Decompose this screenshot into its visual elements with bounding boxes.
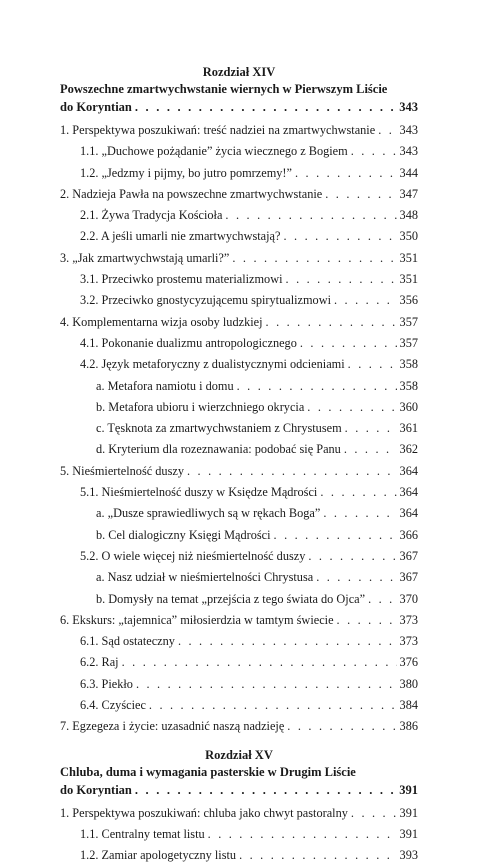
dot-leader xyxy=(345,418,397,439)
page-number: 391 xyxy=(399,826,418,841)
dot-leader xyxy=(334,290,397,311)
dot-leader xyxy=(307,397,396,418)
toc-entry-text: 2. Nadzieja Pawła na powszechne zmartwychwstanie xyxy=(60,186,323,201)
toc-entry-text: 6.3. Piekło xyxy=(80,676,133,691)
dot-leader xyxy=(320,482,396,503)
dot-leader xyxy=(208,824,397,845)
dot-leader xyxy=(232,248,396,269)
chapter-title-line: Chluba, duma i wymagania pasterskie w Drugim Liście xyxy=(60,764,356,779)
toc-entry xyxy=(60,376,418,397)
toc-entry xyxy=(60,397,418,418)
toc-entry-text: 3. „Jak zmartwychwstają umarli?” xyxy=(60,250,230,265)
toc-entry xyxy=(60,695,418,716)
page-number: 351 xyxy=(399,250,418,265)
page-number: 386 xyxy=(399,719,418,734)
toc-entry-text: 6.1. Sąd ostateczny xyxy=(80,634,175,649)
page-number: 367 xyxy=(399,570,418,585)
dot-leader xyxy=(286,269,397,290)
toc-entry-text: a. Nasz udział w nieśmiertelności Chrystusa xyxy=(96,570,314,585)
page-number: 343 xyxy=(399,123,418,137)
toc-entry xyxy=(60,803,418,824)
page-number: 343 xyxy=(399,144,418,159)
toc-entry-text: 6.4. Czyściec xyxy=(80,698,146,713)
dot-leader xyxy=(337,610,397,631)
dot-leader xyxy=(237,376,397,397)
page-number: 370 xyxy=(399,591,418,606)
page-number: 393 xyxy=(399,848,418,863)
page-number: 343 xyxy=(399,100,418,114)
toc-entry-text: b. Domysły na temat „przejścia z tego świata do Ojca” xyxy=(96,591,366,606)
toc-entry-text: 3.1. Przeciwko prostemu materializmowi xyxy=(80,272,283,287)
toc-entry xyxy=(60,120,418,141)
toc-entry xyxy=(60,546,418,567)
toc-entry-text: 5.1. Nieśmiertelność duszy w Księdze Mądrości xyxy=(80,485,318,500)
page-number: 384 xyxy=(399,698,418,713)
toc-entry-text: b. Cel dialogiczny Księgi Mądrości xyxy=(96,527,271,542)
chapter-title-entry xyxy=(60,98,418,116)
toc-entry-text: c. Tęsknota za zmartwychwstaniem z Chrystusem xyxy=(96,421,342,436)
dot-leader xyxy=(225,205,396,226)
toc-entry xyxy=(60,652,418,673)
toc-entry xyxy=(60,354,418,375)
dot-leader xyxy=(308,546,396,567)
toc-entry xyxy=(60,674,418,695)
dot-leader xyxy=(239,845,396,866)
toc-entry-text: 1.2. Zamiar apologetyczny listu xyxy=(80,848,237,863)
dot-leader xyxy=(351,803,397,824)
page-number: 364 xyxy=(399,506,418,521)
chapter-title-text: do Koryntian xyxy=(60,100,132,114)
toc-entry-text: 5.2. O wiele więcej niż nieśmiertelność duszy xyxy=(80,548,306,563)
dot-leader xyxy=(378,120,396,141)
dot-leader xyxy=(351,141,397,162)
toc-entry-text: a. Metafora namiotu i domu xyxy=(96,378,234,393)
toc-entry-text: 2.1. Żywa Tradycja Kościoła xyxy=(80,208,223,223)
dot-leader xyxy=(266,312,397,333)
toc-entry xyxy=(60,312,418,333)
table-of-contents xyxy=(60,64,418,867)
dot-leader xyxy=(287,716,396,737)
toc-entry xyxy=(60,824,418,845)
dot-leader xyxy=(178,631,397,652)
toc-entry-text: 1.1. Centralny temat listu xyxy=(80,826,205,841)
entry-list xyxy=(60,803,418,867)
toc-entry-text: 2.2. A jeśli umarli nie zmartwychwstają? xyxy=(80,229,281,244)
toc-entry xyxy=(60,482,418,503)
page-number: 360 xyxy=(399,399,418,414)
toc-entry xyxy=(60,716,418,737)
chapter-title-text: do Koryntian xyxy=(60,782,132,797)
toc-entry xyxy=(60,333,418,354)
toc-entry xyxy=(60,503,418,524)
chapter-title-entry xyxy=(60,781,418,799)
dot-leader xyxy=(368,589,396,610)
toc-entry-text: b. Metafora ubioru i wierzchniego okrycia xyxy=(96,399,305,414)
page-number: 391 xyxy=(399,805,418,820)
toc-entry xyxy=(60,141,418,162)
page-number: 344 xyxy=(399,165,418,180)
toc-entry-text: 1.1. „Duchowe pożądanie” życia wiecznego z Bogiem xyxy=(80,144,348,159)
page-number: 347 xyxy=(399,186,418,201)
page-number: 373 xyxy=(399,612,418,627)
page-number: 350 xyxy=(399,229,418,244)
toc-entry-text: a. „Dusze sprawiedliwych są w rękach Boga” xyxy=(96,506,321,521)
page-number: 348 xyxy=(399,208,418,223)
dot-leader xyxy=(295,163,397,184)
toc-entry-text: 1.2. „Jedzmy i pijmy, bo jutro pomrzemy!” xyxy=(80,165,292,180)
dot-leader xyxy=(323,503,396,524)
chapter-title-line: Powszechne zmartwychwstanie wiernych w Pierwszym Liście xyxy=(60,82,388,96)
toc-entry xyxy=(60,525,418,546)
page-number: 361 xyxy=(399,421,418,436)
toc-entry-text: 4.2. Język metaforyczny z dualistycznymi odcieniami xyxy=(80,357,345,372)
page-number: 357 xyxy=(399,314,418,329)
page-number: 380 xyxy=(399,676,418,691)
page-number: 362 xyxy=(399,442,418,457)
toc-entry xyxy=(60,439,418,460)
toc-entry xyxy=(60,418,418,439)
chapter-heading xyxy=(60,763,418,799)
toc-entry xyxy=(60,290,418,311)
dot-leader xyxy=(135,781,396,799)
dot-leader xyxy=(325,184,396,205)
chapter-section xyxy=(60,747,418,867)
toc-entry-text: 4. Komplementarna wizja osoby ludzkiej xyxy=(60,314,263,329)
toc-entry-text: 1. Perspektywa poszukiwań: treść nadziei na zmartwychwstanie xyxy=(60,123,376,137)
dot-leader xyxy=(122,652,397,673)
toc-entry xyxy=(60,631,418,652)
entry-list xyxy=(60,120,418,738)
page-number: 364 xyxy=(399,463,418,478)
dot-leader xyxy=(348,354,397,375)
page-number: 358 xyxy=(399,378,418,393)
toc-entry xyxy=(60,589,418,610)
toc-entry xyxy=(60,845,418,866)
dot-leader xyxy=(283,226,396,247)
toc-entry-text: 7. Egzegeza i życie: uzasadnić naszą nadzieję xyxy=(60,719,285,734)
dot-leader xyxy=(300,333,397,354)
toc-entry xyxy=(60,248,418,269)
page-number: 376 xyxy=(399,655,418,670)
dot-leader xyxy=(344,439,397,460)
toc-entry xyxy=(60,461,418,482)
dot-leader xyxy=(136,674,397,695)
chapter-heading xyxy=(60,80,418,116)
page-number: 391 xyxy=(399,782,418,797)
chapter-label: Rozdział XV xyxy=(205,747,273,762)
dot-leader xyxy=(316,567,396,588)
toc-entry-text: 5. Nieśmiertelność duszy xyxy=(60,463,184,478)
page-number: 366 xyxy=(399,527,418,542)
toc-entry xyxy=(60,269,418,290)
toc-entry-text: 4.1. Pokonanie dualizmu antropologicznego xyxy=(80,335,297,350)
toc-entry-text: 1. Perspektywa poszukiwań: chluba jako chwyt pastoralny xyxy=(60,805,348,820)
toc-entry xyxy=(60,567,418,588)
toc-entry xyxy=(60,610,418,631)
toc-entry-text: 6.2. Raj xyxy=(80,655,119,670)
page-number: 357 xyxy=(399,335,418,350)
toc-entry-text: 6. Ekskurs: „tajemnica” miłosierdzia w tamtym świecie xyxy=(60,612,334,627)
dot-leader xyxy=(187,461,397,482)
toc-entry xyxy=(60,226,418,247)
page-number: 364 xyxy=(399,485,418,500)
toc-entry-text: 3.2. Przeciwko gnostycyzującemu spirytualizmowi xyxy=(80,293,331,308)
toc-entry xyxy=(60,163,418,184)
toc-entry xyxy=(60,184,418,205)
page-number: 351 xyxy=(399,272,418,287)
dot-leader xyxy=(149,695,397,716)
toc-entry-text: d. Kryterium dla rozeznawania: podobać się Panu xyxy=(96,442,341,457)
chapter-label: Rozdział XIV xyxy=(202,65,276,79)
dot-leader xyxy=(135,98,396,116)
page-number: 356 xyxy=(399,293,418,308)
page-number: 373 xyxy=(399,634,418,649)
dot-leader xyxy=(274,525,397,546)
page-number: 367 xyxy=(399,548,418,563)
page-number: 358 xyxy=(399,357,418,372)
toc-entry xyxy=(60,205,418,226)
chapter-section xyxy=(60,64,418,738)
